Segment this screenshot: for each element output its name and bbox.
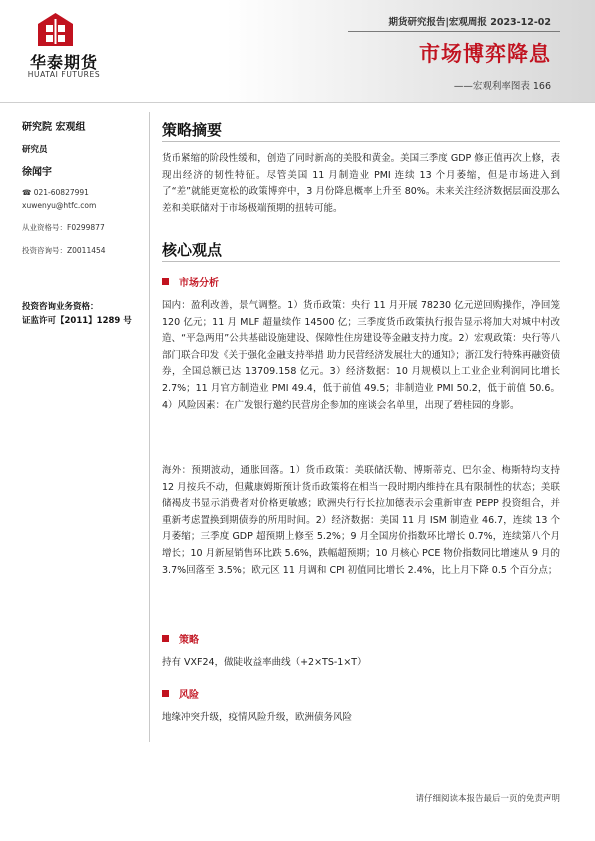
disclaimer-note: 请仔细阅读本报告最后一页的免责声明 <box>415 794 560 804</box>
overseas-analysis: 海外：预期波动，通胀回落。1）货币政策：美联储沃勒、博斯蒂克、巴尔金、梅斯特均支持 12 月按兵不动，但戴康姆斯预计货币政策将在相当一段时期内维持在具有限制性的状态；美联储褐皮书显示消费者对价格更敏感；欧洲央行行长拉加德表示会重新审查 PEPP 投资组合，并重新考虑置换到期债券的所用时间。2）经济数据：美国 11 月 ISM 制造业 46.7，连续 13 个月萎缩；三季度 GDP 超预期上修至 5.2%；9 月全国房价指数环比增长 0.7%，连续第八个月增长；10 月新屋销售环比跌 5.6%，跌幅超预期；10 月核心 PCE 物价指数同比增速从 9 月的 3.7%回落至 3.5%；欧元区 11 月调和 CPI 初值同比增长 2.4%，比上月下降 0.5 个百分点； <box>162 465 560 576</box>
risk-text: 地缘冲突升级，疫情风险升级，欧洲债务风险 <box>162 712 353 723</box>
report-header <box>0 0 595 103</box>
core-heading: 核心观点 <box>162 241 223 259</box>
author-role: 研究员 <box>22 145 48 155</box>
risk-title: 风险 <box>179 690 199 701</box>
qualification-value: 证监许可【2011】1289 号 <box>22 316 132 326</box>
summary-heading: 策略摘要 <box>162 121 223 139</box>
summary-text: 货币紧缩的阶段性缓和，创造了同时新高的美股和黄金。美国三季度 GDP 修正值再次上修，表现出经济的韧性特征。尽管美国 11 月制造业 PMI 连续 13 个月萎缩，但是市场进入到了“差”就能更宽松的政策博弈中，3 月份降息概率上升至 80%。未来关注经济数据层面没那么差和美联储对于市场极端预期的扭转可能。 <box>162 153 560 214</box>
report-subtitle: ——宏观利率图表 166 <box>453 81 551 92</box>
strategy-title: 策略 <box>179 635 199 646</box>
risk-heading <box>162 686 199 701</box>
brand-name: 华泰期货 <box>29 53 98 72</box>
brand-name-en: HUATAI FUTURES <box>27 70 101 79</box>
domestic-analysis: 国内：盈利改善，景气调整。1）货币政策：央行 11 月开展 78230 亿元逆回购操作，净回笼 120 亿元；11 月 MLF 超量续作 14500 亿；三季度货币政策执行报告显示将加大对城中村改造、“平急两用”公共基础设施建设、保障性住房建设等金融支持力度。2）宏观政策：央行等八部门联合印发《关于强化金融支持举措 助力民营经济发展壮大的通知》；浙江发行特殊再融资债券，全国总额已达 13709.158 亿元。3）经济数据：10 月规模以上工业企业利润同比增长 2.7%；11 月官方制造业 PMI 49.4，低于前值 49.5；非制造业 PMI 50.2，低于前值 50.6。4）风险因素：在广发银行邀约民营房企参加的座谈会名单里，出现了碧桂园的身影。 <box>162 300 560 411</box>
market-analysis-heading <box>162 274 219 289</box>
huatai-logo-icon <box>38 13 73 46</box>
author-name: 徐闻宇 <box>22 167 52 178</box>
consult-number: 投资咨询号：Z0011454 <box>22 246 106 255</box>
spacer <box>22 214 144 222</box>
bullet-square-icon <box>162 635 169 642</box>
report-title: 市场博弈降息 <box>419 42 551 66</box>
heading-rule <box>162 141 560 142</box>
column-divider <box>149 112 150 742</box>
strategy-text: 持有 VXF24，做陡收益率曲线（+2×TS-1×T） <box>162 657 367 668</box>
market-analysis-title: 市场分析 <box>179 278 219 289</box>
header-rule <box>348 31 560 32</box>
qualification-title: 投资咨询业务资格： <box>22 302 99 312</box>
author-sidebar <box>22 118 144 328</box>
heading-rule <box>162 261 560 262</box>
author-email[interactable]: xuwenyu@htfc.com <box>22 201 97 210</box>
spacer <box>22 237 144 245</box>
bullet-square-icon <box>162 278 169 285</box>
bullet-square-icon <box>162 690 169 697</box>
author-phone: ☎ 021-60827991 <box>22 188 89 197</box>
research-group: 研究院 宏观组 <box>22 122 86 133</box>
strategy-heading <box>162 631 199 646</box>
report-meta: 期货研究报告|宏观周报 2023-12-02 <box>388 17 551 28</box>
license-number: 从业资格号：F0299877 <box>22 223 105 232</box>
